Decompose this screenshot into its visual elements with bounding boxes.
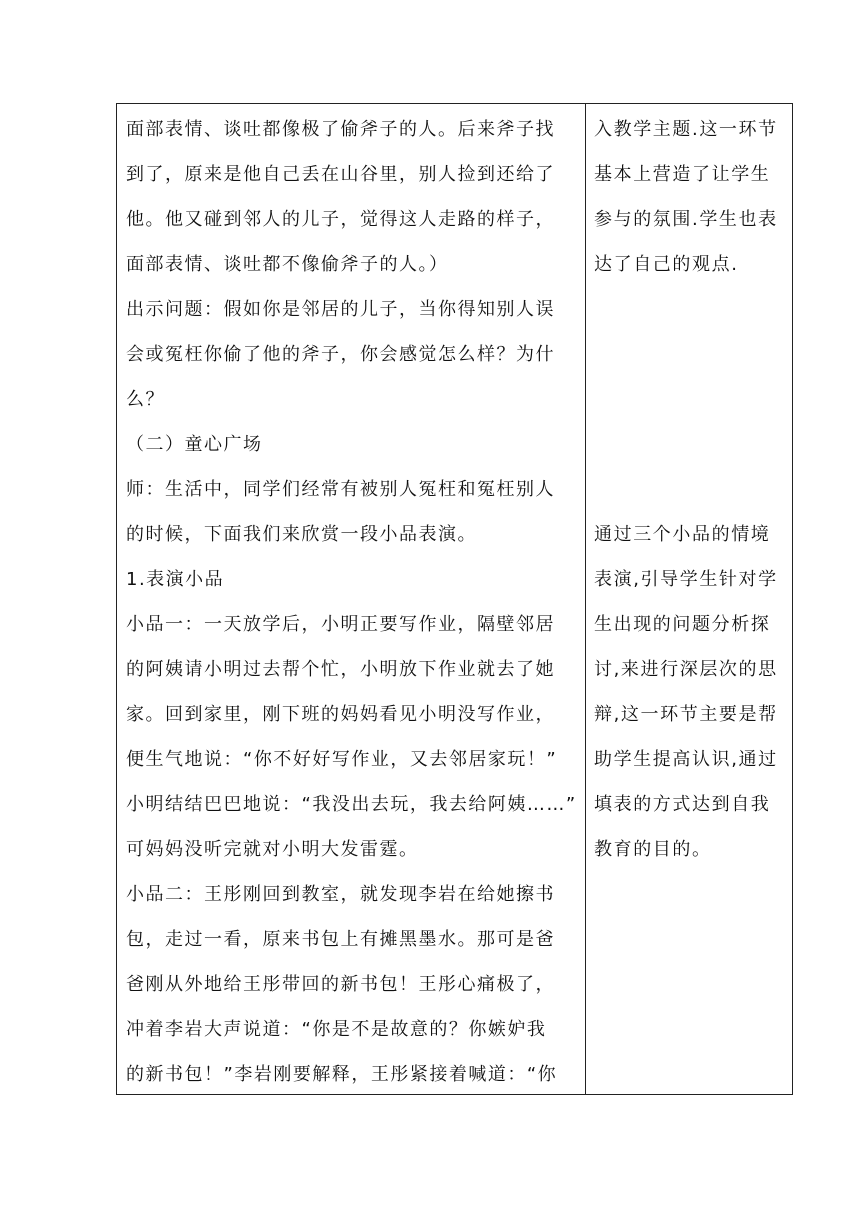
note-line: 通过三个小品的情境: [594, 524, 771, 545]
note-line: 生出现的问题分析探: [594, 614, 771, 635]
note-line: 参与的氛围.学生也表: [594, 209, 778, 230]
note-line: 基本上营造了让学生: [594, 164, 771, 185]
content-line: 么？: [126, 389, 165, 410]
subsection-heading: 1.表演小品: [126, 569, 225, 590]
note-line: 教育的目的。: [594, 839, 712, 860]
note-line: 表演,引导学生针对学: [594, 569, 778, 590]
content-line: 出示问题：假如你是邻居的儿子，当你得知别人误: [126, 299, 555, 320]
note-line: 填表的方式达到自我: [594, 794, 771, 815]
content-line: 的新书包！”李岩刚要解释，王彤紧接着喊道：“你: [126, 1064, 558, 1085]
note-line: 入教学主题.这一环节: [594, 119, 778, 140]
content-line: 冲着李岩大声说道：“你是不是故意的？你嫉妒我: [126, 1019, 547, 1040]
content-line: 面部表情、谈吐都不像偷斧子的人。）: [126, 254, 449, 275]
content-line: 他。他又碰到邻人的儿子，觉得这人走路的样子，: [126, 209, 555, 230]
content-line: 小品一：一天放学后，小明正要写作业，隔壁邻居: [126, 614, 555, 635]
lesson-plan-table: [116, 103, 793, 1095]
content-line: 会或冤枉你偷了他的斧子，你会感觉怎么样？为什: [126, 344, 555, 365]
content-line: 到了，原来是他自己丢在山谷里，别人捡到还给了: [126, 164, 555, 185]
content-line: 面部表情、谈吐都像极了偷斧子的人。后来斧子找: [126, 119, 555, 140]
note-line: 达了自己的观点.: [594, 254, 739, 275]
content-line: 便生气地说：“你不好好写作业，又去邻居家玩！”: [126, 749, 558, 770]
content-line: 的阿姨请小明过去帮个忙，小明放下作业就去了她: [126, 659, 555, 680]
content-line: 包，走过一看，原来书包上有摊黑墨水。那可是爸: [126, 929, 555, 950]
content-line: 小明结结巴巴地说：“我没出去玩，我去给阿姨……”: [126, 794, 577, 815]
note-line: 辩,这一环节主要是帮: [594, 704, 778, 725]
content-line: 小品二：王彤刚回到教室，就发现李岩在给她擦书: [126, 884, 555, 905]
teaching-content-column: [117, 104, 585, 1094]
content-line: 爸刚从外地给王彤带回的新书包！王彤心痛极了，: [126, 974, 555, 995]
note-line: 助学生提高认识,通过: [594, 749, 778, 770]
section-heading: （二）童心广场: [126, 434, 263, 455]
content-line: 师：生活中，同学们经常有被别人冤枉和冤枉别人: [126, 479, 555, 500]
note-line: 讨,来进行深层次的思: [594, 659, 778, 680]
design-intent-column: [586, 104, 794, 1094]
content-line: 家。回到家里，刚下班的妈妈看见小明没写作业，: [126, 704, 555, 725]
content-line: 可妈妈没听完就对小明大发雷霆。: [126, 839, 419, 860]
content-line: 的时候，下面我们来欣赏一段小品表演。: [126, 524, 477, 545]
